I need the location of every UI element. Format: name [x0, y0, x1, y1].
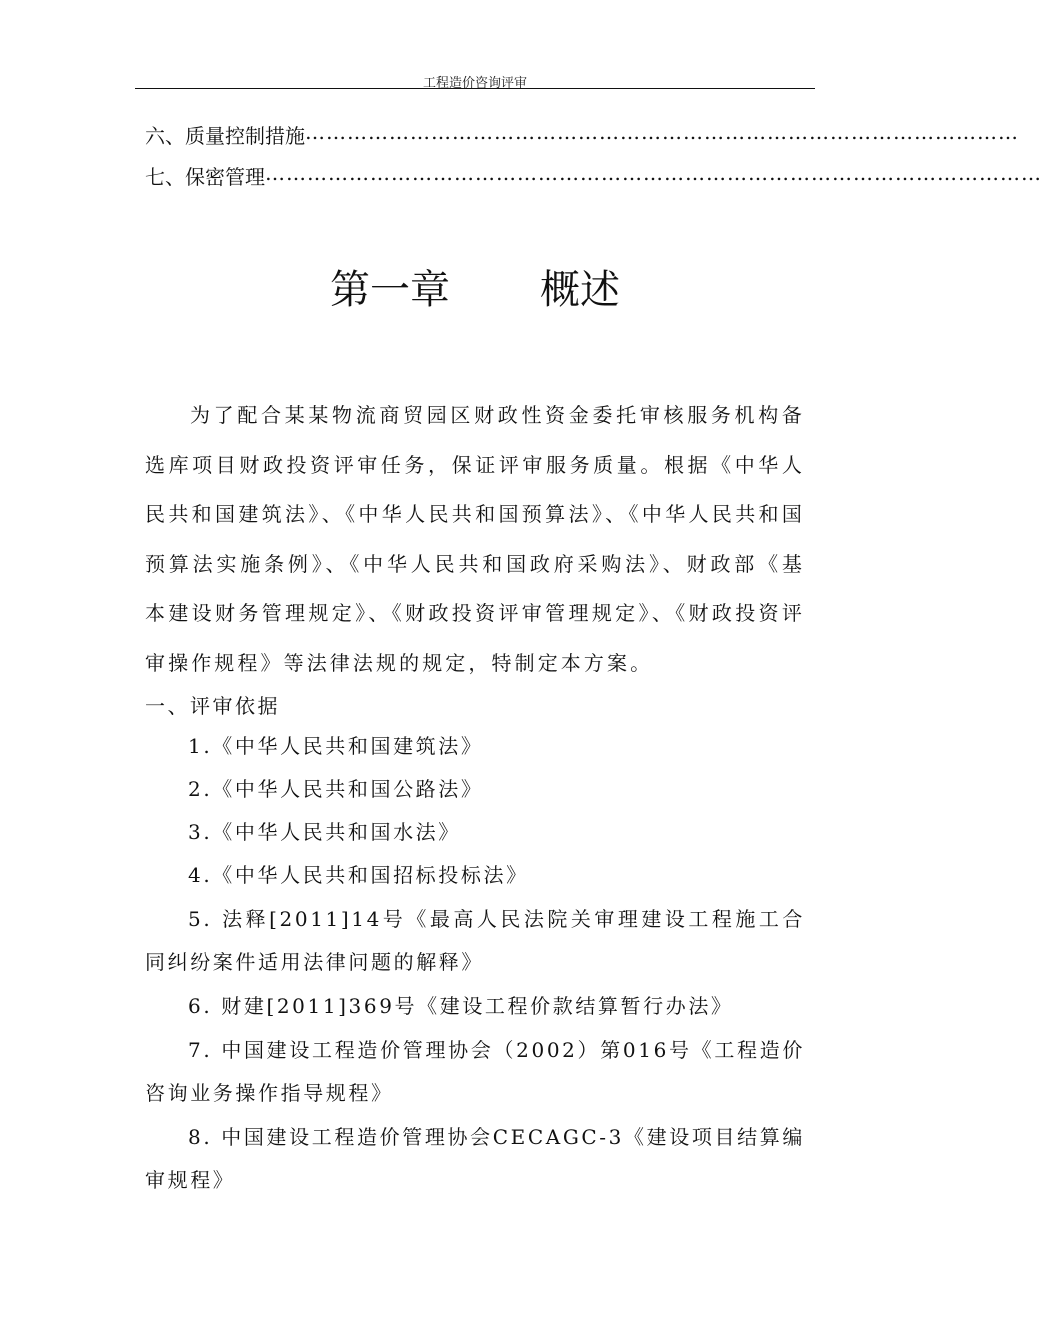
toc-entry-quality-control[interactable] — [145, 120, 1019, 149]
toc-entry-label: 六、质量控制措施 — [145, 124, 305, 148]
basis-item-7: 7. 中国建设工程造价管理协会（2002）第016号《工程造价咨询业务操作指导规程》 — [145, 1038, 805, 1105]
chapter-number: 第一章 — [330, 267, 450, 313]
toc-entry-label: 七、保密管理 — [145, 165, 265, 189]
basis-item-4: 4.《中华人民共和国招标投标法》 — [188, 863, 529, 887]
basis-item-6: 6. 财建[2011]369号《建设工程价款结算暂行办法》 — [188, 994, 734, 1018]
basis-item-5: 5. 法释[2011]14号《最高人民法院关审理建设工程施工合同纠纷案件适用法律问题的解释》 — [145, 907, 805, 974]
section-heading-review-basis: 一、评审依据 — [145, 694, 280, 718]
basis-item-8: 8. 中国建设工程造价管理协会CECAGC-3《建设项目结算编审规程》 — [145, 1125, 805, 1192]
toc-entry-confidentiality[interactable] — [145, 161, 1042, 190]
basis-item-3: 3.《中华人民共和国水法》 — [188, 820, 461, 844]
chapter-heading — [0, 258, 950, 315]
toc-leader-dots: ………………………………………………………………………………………………… — [265, 161, 1042, 185]
chapter-title: 概述 — [540, 267, 620, 313]
intro-paragraph: 为了配合某某物流商贸园区财政性资金委托审核服务机构备选库项目财政投资评审任务，保证评审服务质量。根据《中华人民共和国建筑法》、《中华人民共和国预算法》、《中华人民共和国预算法实施条例》、《中华人民共和国政府采购法》、财政部《基本建设财务管理规定》、《财政投资评审管理规定》、《财政投资评审操作规程》等法律法规的规定，特制定本方案。 — [145, 403, 805, 675]
basis-item-2: 2.《中华人民共和国公路法》 — [188, 777, 484, 801]
basis-item-1: 1.《中华人民共和国建筑法》 — [188, 734, 484, 758]
page-header-title: 工程造价咨询评审 — [422, 76, 527, 91]
toc-leader-dots: ………………………………………………………………………………………… — [305, 120, 1019, 144]
header-rule — [135, 88, 815, 89]
